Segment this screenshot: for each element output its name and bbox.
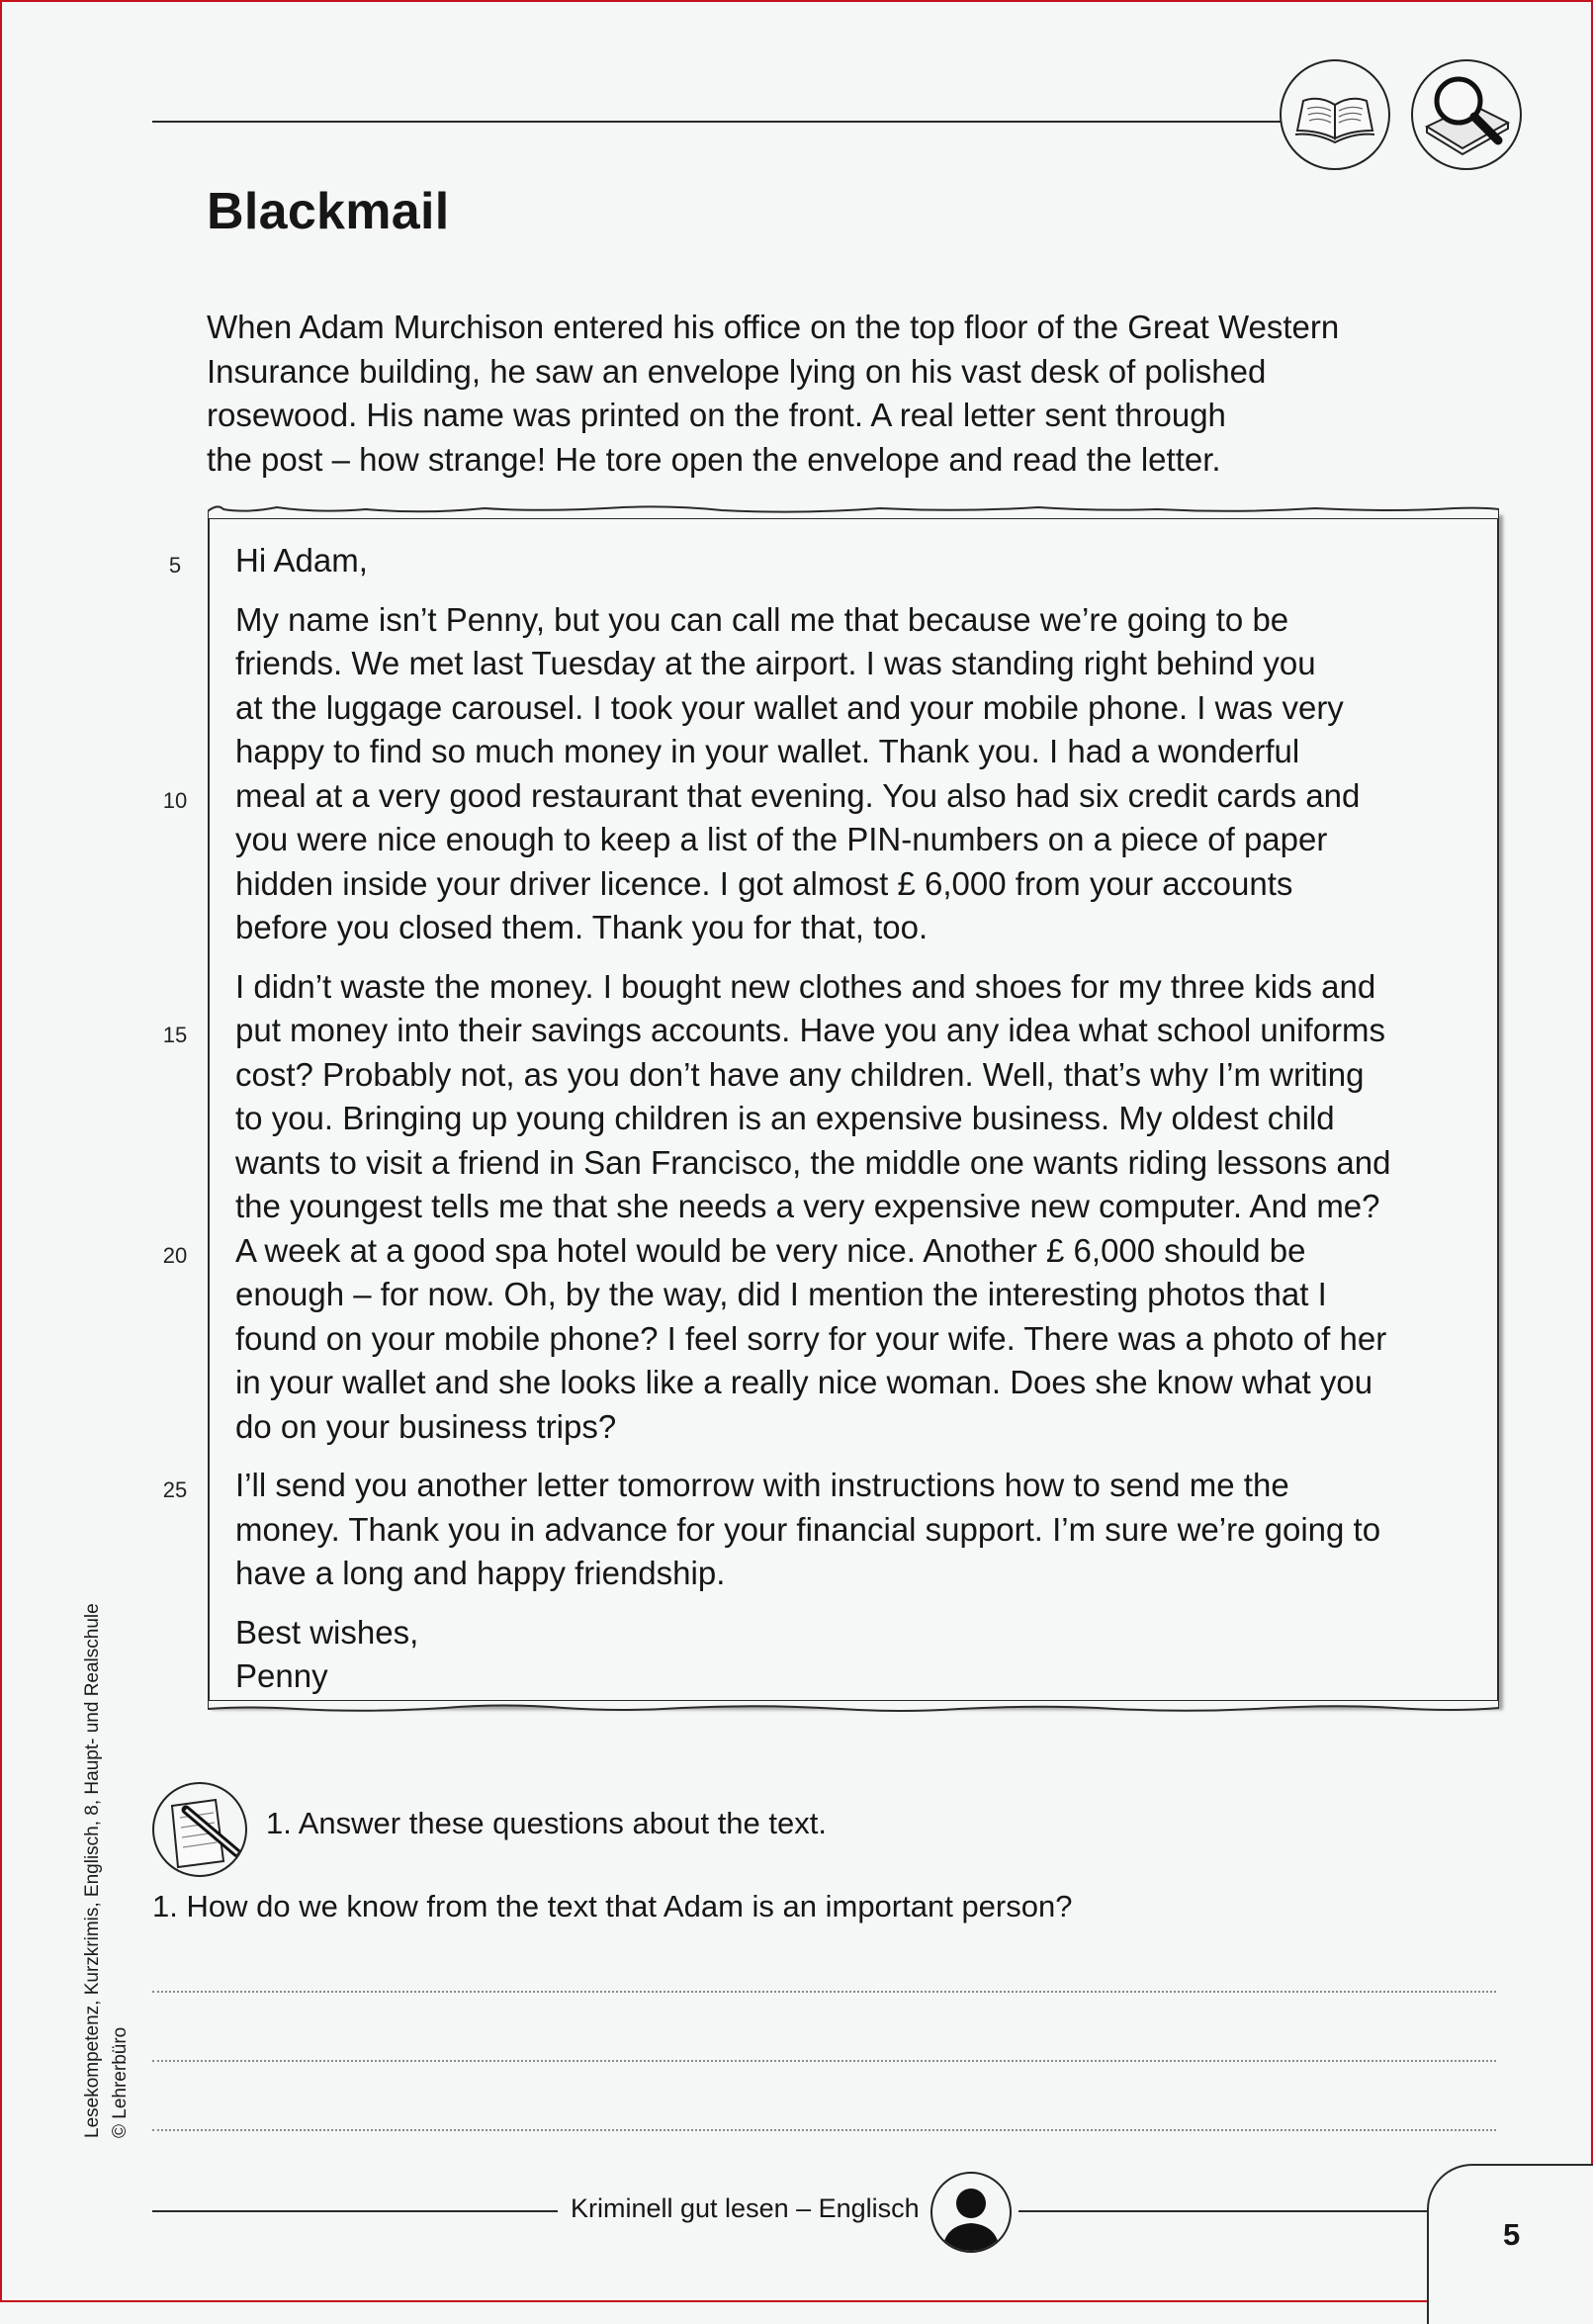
open-book-icon xyxy=(1280,59,1390,170)
letter-line: hidden inside your driver licence. I got almost £ 6,000 from your accounts xyxy=(235,864,1293,902)
letter-paragraph xyxy=(235,539,1390,583)
letter-paragraph xyxy=(235,965,1390,1450)
pencil-on-notepad-icon xyxy=(152,1782,247,1877)
letter-line: meal at a very good restaurant that evening. You also had six credit cards and xyxy=(235,776,1361,814)
letter-line: My name isn’t Penny, but you can call me that because we’re going to be xyxy=(235,600,1289,638)
intro-line: rosewood. His name was printed on the front. A real letter sent through xyxy=(207,397,1226,433)
letter-line: you were nice enough to keep a list of the PIN-numbers on a piece of paper xyxy=(235,821,1328,857)
letter-line: do on your business trips? xyxy=(235,1407,617,1445)
letter-line: wants to visit a friend in San Francisco, the middle one wants riding lessons and xyxy=(235,1143,1391,1181)
line-number: 20 xyxy=(162,1242,188,1268)
intro-line: Insurance building, he saw an envelope lying on his vast desk of polished xyxy=(207,352,1267,390)
letter-paragraph xyxy=(235,598,1390,950)
paragraph-gap xyxy=(235,1596,1390,1611)
series-title: Kriminell gut lesen – Englisch xyxy=(571,2193,920,2223)
letter-line: A week at a good spa hotel would be very nice. Another £ 6,000 should be xyxy=(235,1231,1306,1269)
answer-line[interactable] xyxy=(152,1991,1496,1993)
copyright-line: © Lehrerbüro xyxy=(110,2026,131,2138)
letter-paragraph xyxy=(235,1464,1390,1596)
letter-line: Penny xyxy=(235,1657,328,1694)
letter-body xyxy=(235,539,1390,1699)
publisher-credit xyxy=(79,1603,134,2138)
paragraph-gap xyxy=(235,950,1390,965)
magnifying-glass-on-book-icon xyxy=(1411,59,1522,170)
letter-line: enough – for now. Oh, by the way, did I mention the interesting photos that I xyxy=(235,1276,1327,1312)
detective-silhouette-icon xyxy=(930,2172,1012,2253)
header-rule xyxy=(152,121,1284,123)
letter-line: Hi Adam, xyxy=(235,542,368,579)
credit-line: Lesekompetenz, Kurzkrimis, Englisch, 8, Haupt- und Realschule xyxy=(82,1603,103,2138)
letter-line: put money into their savings accounts. Have you any idea what school uniforms xyxy=(235,1012,1385,1048)
letter-line: to you. Bringing up young children is an expensive business. My oldest child xyxy=(235,1100,1335,1136)
task-instruction: 1. Answer these questions about the text. xyxy=(266,1806,827,1840)
letter-line: found on your mobile phone? I feel sorry for your wife. There was a photo of her xyxy=(235,1319,1387,1357)
torn-edge-top xyxy=(208,499,1499,519)
letter-line: before you closed them. Thank you for that, too. xyxy=(235,909,929,945)
letter-line: I’ll send you another letter tomorrow with instructions how to send me the xyxy=(235,1467,1289,1503)
paragraph-gap xyxy=(235,1449,1390,1464)
letter-line: I didn’t waste the money. I bought new clothes and shoes for my three kids and xyxy=(235,967,1376,1005)
answer-line[interactable] xyxy=(152,2129,1496,2131)
letter-line: friends. We met last Tuesday at the airport. I was standing right behind you xyxy=(235,645,1316,681)
footer-rule-right xyxy=(1018,2210,1429,2212)
letter-line: in your wallet and she looks like a really nice woman. Does she know what you xyxy=(235,1364,1373,1400)
line-number: 5 xyxy=(168,553,182,578)
letter-line: happy to find so much money in your wallet. Thank you. I had a wonderful xyxy=(235,733,1300,769)
answer-line[interactable] xyxy=(152,2060,1496,2062)
intro-line: When Adam Murchison entered his office on the top floor of the Great Western xyxy=(207,309,1340,345)
intro-line: the post – how strange! He tore open the envelope and read the letter. xyxy=(207,440,1221,478)
page-number: 5 xyxy=(1503,2217,1521,2252)
line-number: 25 xyxy=(162,1477,188,1502)
line-number: 10 xyxy=(162,787,188,813)
letter-line: at the luggage carousel. I took your wallet and your mobile phone. I was very xyxy=(235,688,1344,726)
letter-line: the youngest tells me that she needs a very expensive new computer. And me? xyxy=(235,1188,1380,1224)
letter-box xyxy=(208,511,1499,1706)
line-number: 15 xyxy=(162,1023,188,1047)
footer-rule-left xyxy=(152,2210,558,2212)
story-title: Blackmail xyxy=(207,183,450,240)
question-1: 1. How do we know from the text that Adam is an important person? xyxy=(152,1889,1073,1923)
letter-line: cost? Probably not, as you don’t have any children. Well, that’s why I’m writing xyxy=(235,1055,1365,1093)
paragraph-gap xyxy=(235,583,1390,598)
letter-line: have a long and happy friendship. xyxy=(235,1555,726,1591)
letter-line: money. Thank you in advance for your financial support. I’m sure we’re going to xyxy=(235,1510,1381,1548)
intro-paragraph xyxy=(207,306,1492,482)
torn-edge-bottom xyxy=(208,1700,1499,1720)
letter-line: Best wishes, xyxy=(235,1613,419,1651)
letter-paragraph xyxy=(235,1611,1390,1699)
